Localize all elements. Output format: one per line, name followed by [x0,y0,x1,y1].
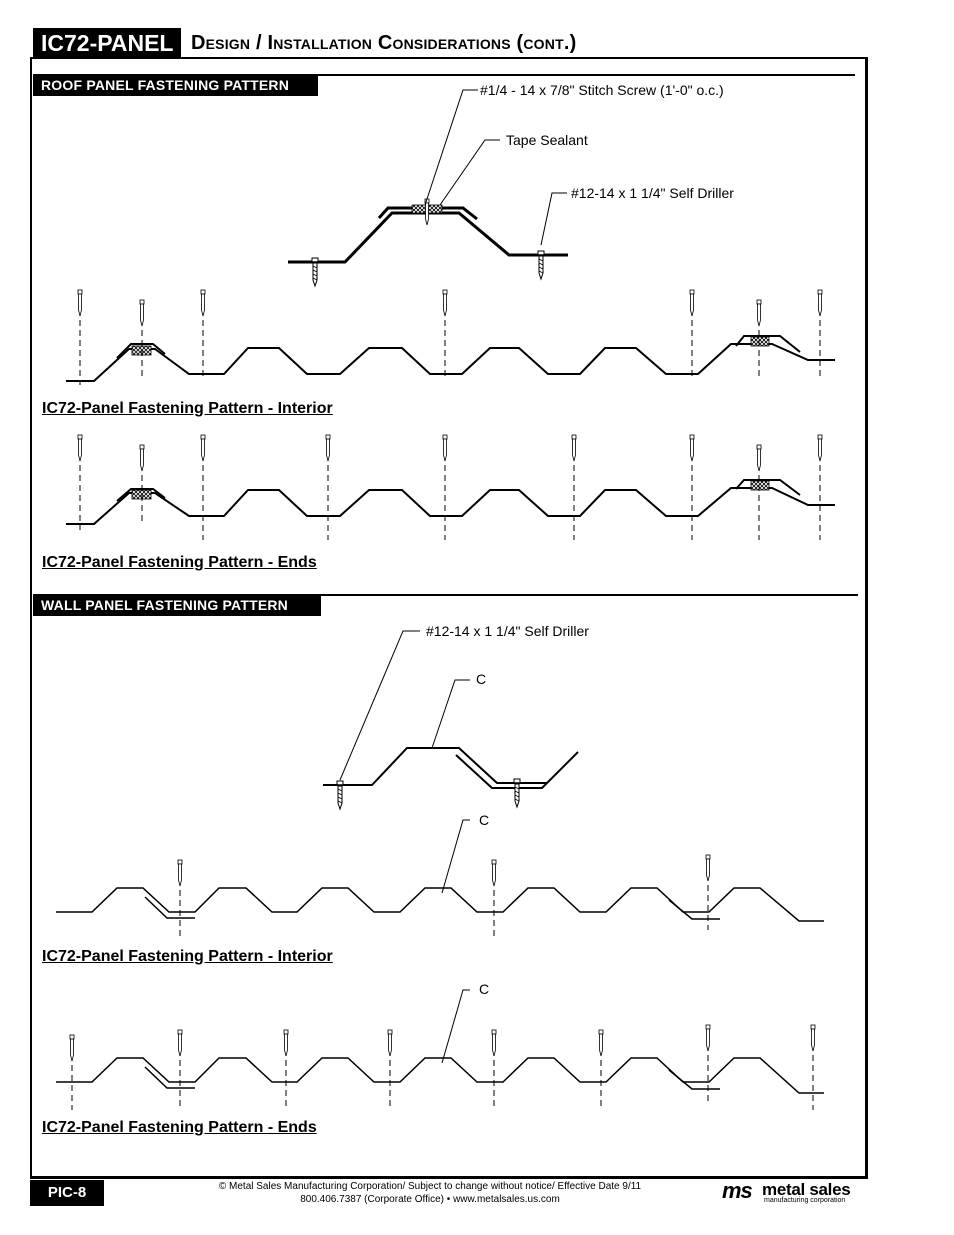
wall-detail-profile [323,748,578,788]
wall-interior-c-label: C [479,812,490,828]
page-title: Design / Installation Considerations (cont.) [191,32,577,54]
page-number: PIC-8 [30,1180,104,1206]
roof-ends-fasteners [78,435,822,471]
wall-section-label: WALL PANEL FASTENING PATTERN [33,595,321,616]
metal-sales-logo [720,1180,872,1206]
wall-detail-leaders [340,631,470,780]
logo-name: metal sales [762,1180,851,1199]
wall-detail-screw-left [335,781,345,809]
wall-ends-fasteners [70,1025,815,1061]
roof-detail-leaders [425,90,567,245]
wall-ends-profile [56,1058,824,1093]
wall-ends-leader [442,990,470,1063]
roof-interior-caption: IC72-Panel Fastening Pattern - Interior [42,400,333,417]
wall-interior-fasteners [178,855,710,886]
footer-notice [160,1180,700,1206]
copyright-line: © Metal Sales Manufacturing Corporation/ Subject to change without notice/ Effective Date 9/11 [218,1181,642,1192]
wall-self-driller-label: #12-14 x 1 1/4" Self Driller [426,623,589,639]
stitch-screw-label: #1/4 - 14 x 7/8" Stitch Screw (1'-0" o.c.) [480,82,724,98]
wall-detail-c-label: C [476,671,487,687]
roof-section-label: ROOF PANEL FASTENING PATTERN [33,75,318,96]
roof-self-driller-label: #12-14 x 1 1/4" Self Driller [571,185,734,201]
wall-ends-c-label: C [479,981,490,997]
wall-ends-caption: IC72-Panel Fastening Pattern - Ends [42,1119,317,1136]
logo-mark-icon: ms [722,1178,752,1203]
roof-ends-centerlines [80,445,820,540]
roof-interior-fasteners [78,290,822,326]
wall-ends-centerlines [72,1035,813,1110]
roof-interior-profile [66,336,835,381]
wall-interior-profile [56,888,824,921]
roof-detail-screw-right [536,251,546,279]
roof-ends-caption: IC72-Panel Fastening Pattern - Ends [42,554,317,571]
wall-interior-caption: IC72-Panel Fastening Pattern - Interior [42,948,333,965]
roof-ends-profile [66,480,835,524]
wall-detail-screw-right [512,779,522,807]
logo-subtitle: manufacturing corporation [764,1197,846,1204]
contact-line: 800.406.7387 (Corporate Office) • www.metalsales.us.com [300,1194,560,1205]
wall-interior-centerlines [180,865,708,940]
roof-detail-screw-left [310,258,320,286]
roof-interior-centerlines [80,300,820,385]
tape-sealant-label: Tape Sealant [506,132,588,148]
panel-badge: IC72-PANEL [33,28,181,58]
wall-interior-leader [442,820,470,893]
